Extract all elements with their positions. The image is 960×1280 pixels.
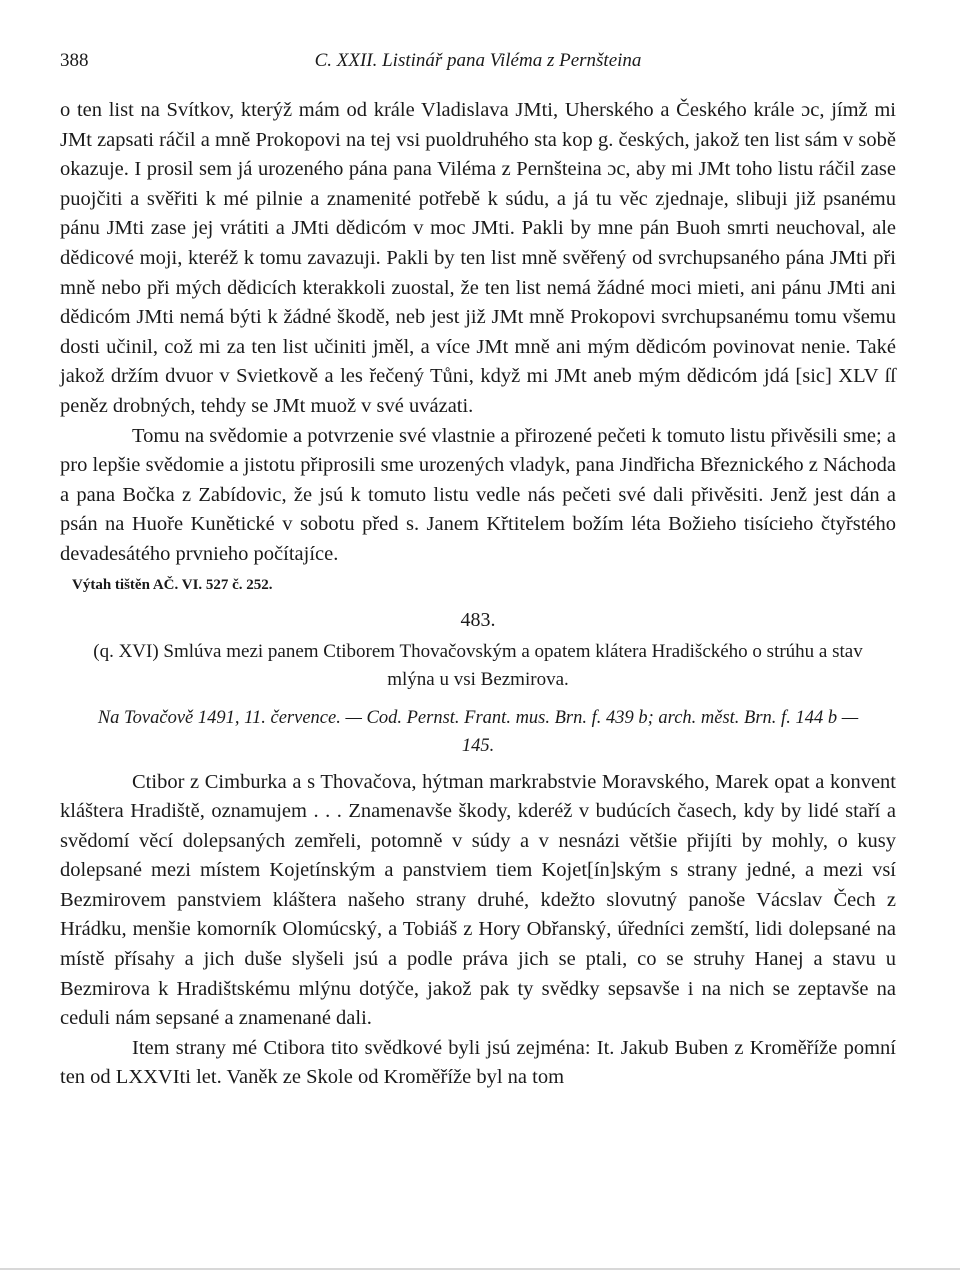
document-source: Na Tovačově 1491, 11. července. — Cod. Pernst. Frant. mus. Brn. f. 439 b; arch. měst. Brn. f. 144 b — 145. [97,707,859,756]
document-number: 483. [460,608,496,631]
page-header [60,50,896,84]
paragraph-4: Item strany mé Ctibora tito svědkové byli jsú zejména: It. Jakub Buben z Kroměříže pomní ten od LXXVIti let. Vaněk ze Skole od Kroměříže byl na tom [60,1036,896,1089]
print-note: Výtah tištěn AČ. VI. 527 č. 252. [72,576,273,593]
document-page [60,50,896,1093]
paragraph-1: o ten list na Svítkov, kterýž mám od krále Vladislava JMti, Uherského a Českého krále ɔc, jímž mi JMt zapsati ráčil a mně Prokopovi na tej vsi puoldruhého sta kop g. českých, jakož ten list sám v sobě okazuje. I prosil sem já urozeného pána pana Viléma z Pernšteina ɔc, aby mi JMt toho listu ráčil zase puojčiti a svěřiti k mé pilnie a znamenité potřebě k súdu, a já tu věc zjednaje, slibuji již psanému pánu JMti zase jej vrátiti a JMti dědicóm v moc JMti. Pakli by mne pán Buoh smrti neuchoval, ale dědicové moji, kteréž k tomu zavazuji. Pakli by ten list mně svěřený od svrchupsaného pána JMti při mně nebo při mých dědicích kterakkoli zuostal, že ten list nemá žádné moci mieti, ani pánu JMti ani dědicóm JMti nemá býti k žádné škodě, neb jest již JMt mně Prokopovi svrchupsanému tomu všemu dosti učinil, což mi za ten list učiniti jměl, a více JMt mně ani mým dědicóm povinovat nenie. Také jakož držím dvuor v Svietkově a les řečený Tůni, když mi JMt aneb mým dědicóm jdá [sic] XLV ſſ peněz drobných, tehdy se JMt muož v své uvázati. [60,99,896,417]
page-bottom-edge [0,1268,960,1270]
page-number: 388 [60,50,89,71]
running-head: C. XXII. Listinář pana Viléma z Pernšteina [314,50,642,71]
body-text [60,96,896,1093]
document-summary: (q. XVI) Smlúva mezi panem Ctiborem Thovačovským a opatem klátera Hradišckého o strúhu a stav mlýna u vsi Bezmirova. [93,640,863,690]
paragraph-2: Tomu na svědomie a potvrzenie své vlastnie a přirozené pečeti k tomuto listu přivěsili sme; a pro lepšie svědomie a jistotu připrosili sme urozených vladyk, pana Jindřicha Březnického z Náchoda a pana Bočka z Zabídovic, že jsú k tomuto listu vedle nás pečeti své dali přivěsiti. Jenž jest dán a psán na Huoře Kunětické v sobotu před s. Janem Křtitelem božím léta Božieho tisícieho čtyřstého devadesátého prvnieho počítajíce. [60,424,896,565]
paragraph-3: Ctibor z Cimburka a s Thovačova, hýtman markrabstvie Moravského, Marek opat a konvent kláštera Hradiště, oznamujem . . . Znamenavše škody, kderéž v budúcích časech, kdy by lidé staří a svědomí věcí dolepsaných zemřeli, potomně v súdy a v nesnázi většie přijíti by mohly, o kusy dolepsané mezi místem Kojetínským a panstviem tiem Kojet[ín]ským s strany jedné, a mezi vsí Bezmirovem panstviem kláštera našeho strany druhé, kdežto slovutný panoše Vácslav Čech z Hrádku, menšie komorník Olomúcský, a Tobiáš z Hory Obřanský, úředníci zemští, lidi dolepsané na místě přísahy a jich duše slyšeli jsú a podle práva jich se ptali, co se struhy Hanej a stavu u Bezmirova k Hradištskému mlýnu dotýče, jakož pak ty svědky sepsavše i na nich se zeptavše na ceduli nám sepsané a znamenané dali. [60,770,896,1030]
